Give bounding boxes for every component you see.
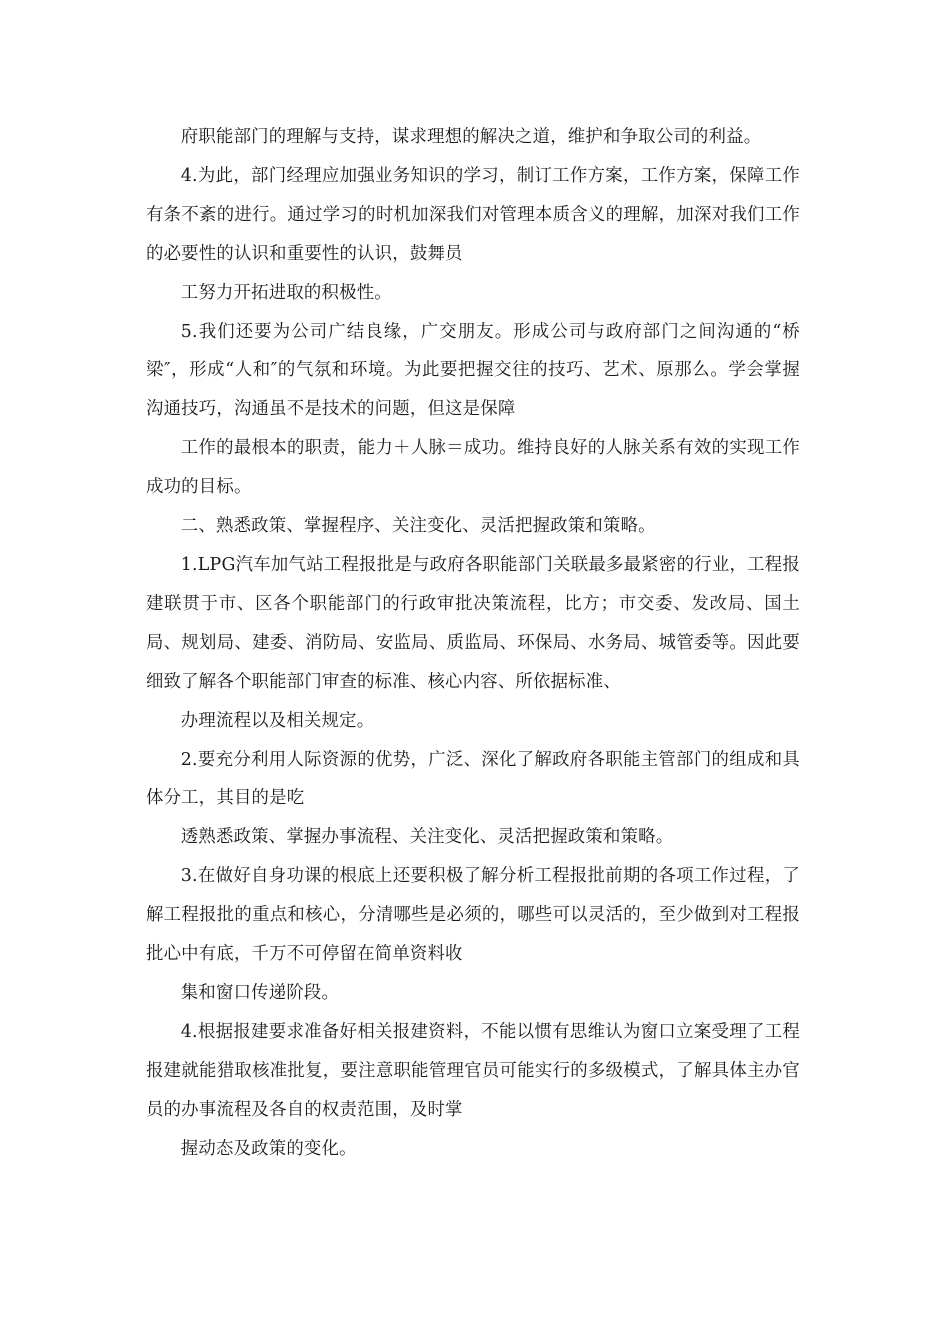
paragraph: 握动态及政策的变化。 [180,1138,357,1159]
paragraph: 5.我们还要为公司广结良缘，广交朋友。形成公司与政府部门之间沟通的“桥梁″，形成“人和″的气氛和环境。为此要把握交往的技巧、艺术、原那么。学会掌握沟通技巧，沟通虽不是技术的问题，但这是保障 [146,321,800,420]
paragraph: 4.根据报建要求准备好相关报建资料，不能以惯有思维认为窗口立案受理了工程报建就能猎取核准批复，要注意职能管理官员可能实行的多级模式，了解具体主办官员的办事流程及各自的权责范围，及时掌 [146,1021,800,1120]
document-body [146,118,800,1168]
paragraph: 2.要充分利用人际资源的优势，广泛、深化了解政府各职能主管部门的组成和具体分工，其目的是吃 [146,749,800,809]
paragraph: 办理流程以及相关规定。 [180,710,375,731]
paragraph: 3.在做好自身功课的根底上还要积极了解分析工程报批前期的各项工作过程，了解工程报批的重点和核心，分清哪些是必须的，哪些可以灵活的，至少做到对工程报批心中有底，千万不可停留在简单资料收 [146,866,800,965]
paragraph: 府职能部门的理解与支持，谋求理想的解决之道，维护和争取公司的利益。 [180,127,762,147]
paragraph: 集和窗口传递阶段。 [180,982,340,1003]
paragraph: 4.为此，部门经理应加强业务知识的学习，制订工作方案，工作方案，保障工作有条不紊的进行。通过学习的时机加深我们对管理本质含义的理解，加深对我们工作的必要性的认识和重要性的认识，鼓舞员 [146,165,800,264]
paragraph: 工作的最根本的职责，能力＋人脉＝成功。维持良好的人脉关系有效的实现工作成功的目标。 [146,438,800,498]
paragraph: 透熟悉政策、掌握办事流程、关注变化、灵活把握政策和策略。 [180,827,674,848]
paragraph: 工努力开拓进取的积极性。 [180,282,392,303]
section-heading: 二、熟悉政策、掌握程序、关注变化、灵活把握政策和策略。 [180,516,656,537]
paragraph: 1.LPG汽车加气站工程报批是与政府各职能部门关联最多最紧密的行业，工程报建联贯于市、区各个职能部门的行政审批决策流程，比方；市交委、发改局、国土局、规划局、建委、消防局、安监局、质监局、环保局、水务局、城管委等。因此要细致了解各个职能部门审查的标准、核心内容、所依据标准、 [146,554,800,692]
